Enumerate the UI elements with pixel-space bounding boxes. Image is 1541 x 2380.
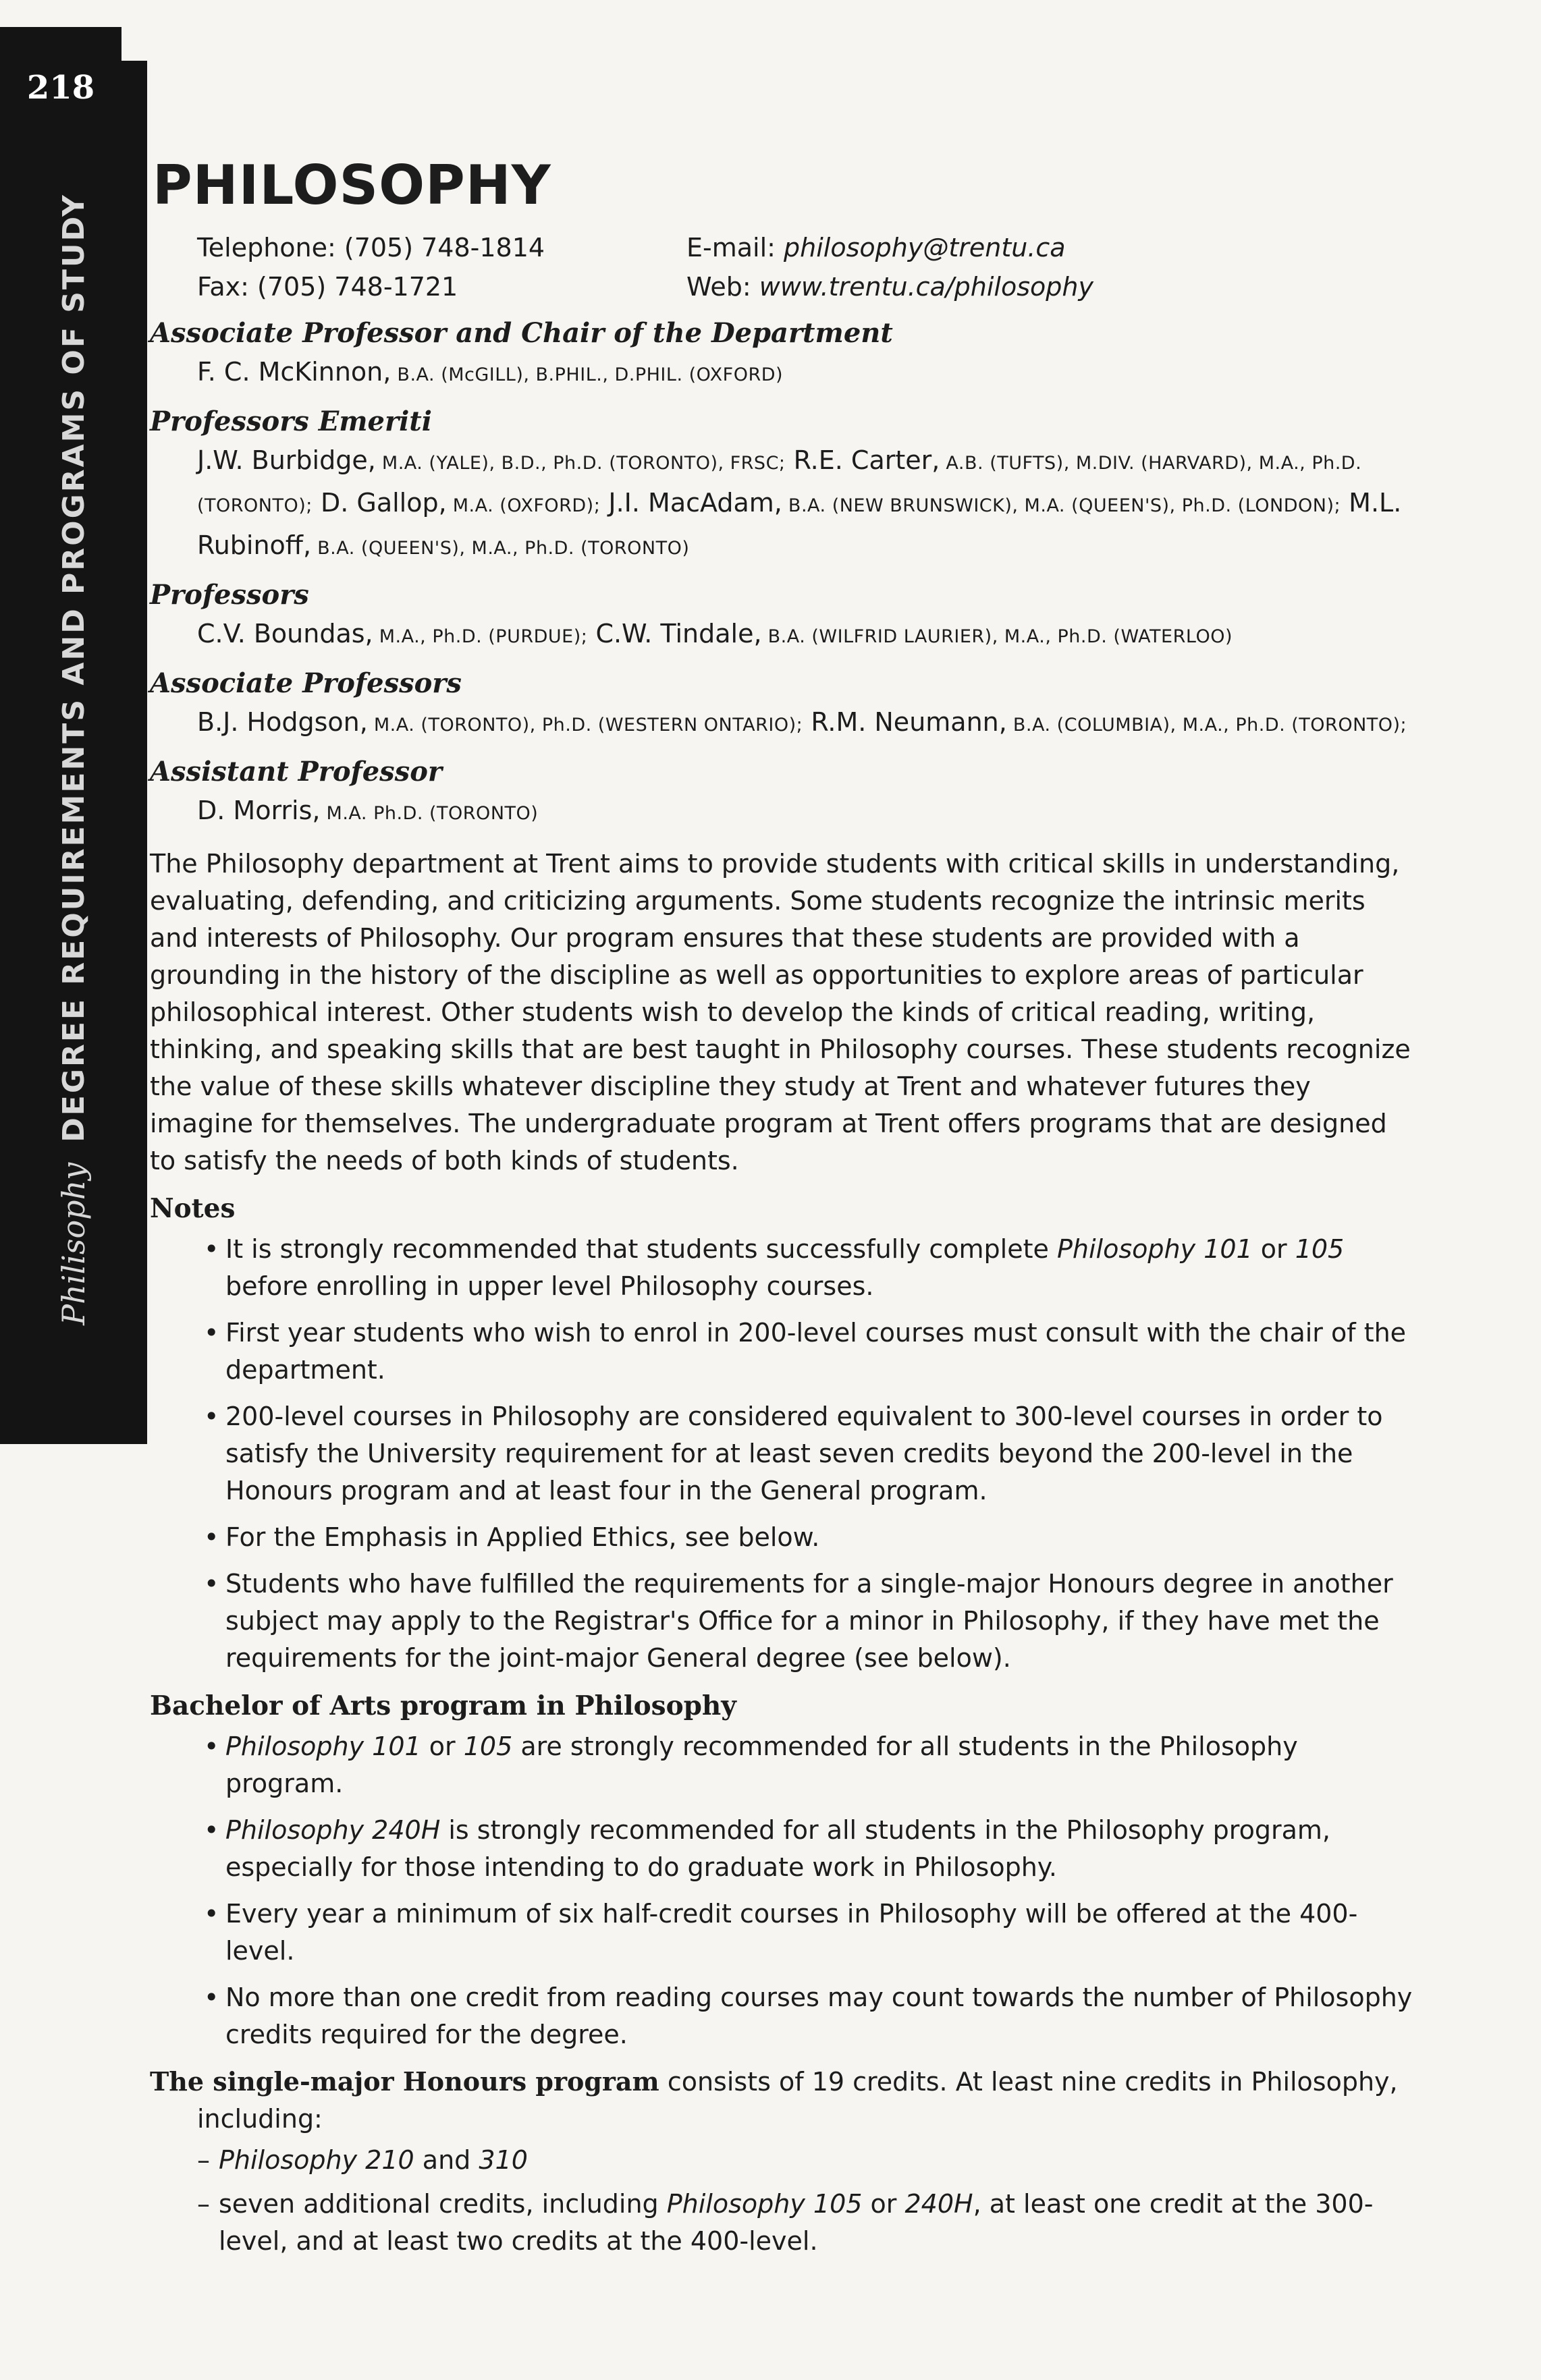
- item-text: It is strongly recommended that students successfully complete: [225, 1234, 1057, 1264]
- web-line: [686, 267, 1361, 306]
- bullet-icon: •: [204, 1732, 219, 1761]
- member-degrees: M.A. (YALE), B.D., Ph.D. (TORONTO), FRSC;: [375, 453, 786, 474]
- member-name: B.J. Hodgson,: [197, 707, 368, 737]
- faculty-members: [197, 791, 1419, 833]
- bullet-icon: •: [204, 1815, 219, 1845]
- member-degrees: A.B. (TUFTS), M.DIV. (HARVARD), M.A., Ph.D. (TORONTO);: [197, 453, 1362, 516]
- bullet-icon: •: [204, 1402, 219, 1431]
- member-name: J.I. MacAdam,: [600, 488, 782, 518]
- faculty-members: [197, 702, 1419, 745]
- item-text: Every year a minimum of six half-credit courses in Philosophy will be offered at the 400-level.: [225, 1899, 1358, 1966]
- item-text: is strongly recommended for all students in the Philosophy program, especially for those intending to do graduate work in Philosophy.: [225, 1815, 1330, 1882]
- item-text: and: [414, 2145, 479, 2175]
- notes-list: [150, 1231, 1419, 1677]
- list-item: [204, 1895, 1419, 1970]
- rank-heading: Associate Professors: [150, 667, 462, 699]
- member-degrees: M.A. (OXFORD);: [446, 495, 601, 516]
- running-head: [30, 121, 117, 1397]
- notes-heading: Notes: [150, 1193, 236, 1224]
- rank-heading: Assistant Professor: [150, 756, 442, 787]
- course-ref: Philosophy 101: [225, 1732, 421, 1761]
- page-title: PHILOSOPHY: [153, 154, 551, 217]
- member-degrees: B.A. (QUEEN'S), M.A., Ph.D. (TORONTO): [311, 538, 690, 559]
- member-degrees: M.A. (TORONTO), Ph.D. (WESTERN ONTARIO);: [367, 715, 803, 736]
- web-link[interactable]: www.trentu.ca/philosophy: [759, 272, 1093, 302]
- telephone: Telephone: (705) 748-1814: [197, 233, 545, 262]
- member-name: R.E. Carter,: [785, 445, 940, 475]
- member-degrees: B.A. (McGILL), B.PHIL., D.PHIL. (OXFORD): [391, 364, 784, 385]
- item-text: No more than one credit from reading courses may count towards the number of Philosophy credits required for the degree.: [225, 1983, 1413, 2049]
- ba-heading: Bachelor of Arts program in Philosophy: [150, 1690, 736, 1721]
- page-number: 218: [0, 27, 121, 148]
- member-degrees: M.A. Ph.D. (TORONTO): [320, 803, 539, 824]
- course-ref: Philosophy 101: [1056, 1234, 1253, 1264]
- dash-icon: –: [197, 2145, 210, 2175]
- item-text: Students who have fulfilled the requirements for a single-major Honours degree in another subject may apply to the Registrar's Office for a minor in Philosophy, if they have met the requirements for the joint-major General degree (see below).: [225, 1569, 1393, 1673]
- member-name: C.W. Tindale,: [587, 619, 762, 648]
- course-ref: Philosophy 210: [219, 2145, 414, 2175]
- bullet-icon: •: [204, 1318, 219, 1348]
- running-head-section: DEGREE REQUIREMENTS AND PROGRAMS OF STUDY: [56, 193, 91, 1142]
- bullet-icon: •: [204, 1899, 219, 1929]
- member-name: C.V. Boundas,: [197, 619, 373, 648]
- member-name: D. Morris,: [197, 796, 321, 825]
- honours-rest: consists of 19 credits. At least nine credits in Philosophy, including:: [197, 2067, 1398, 2134]
- list-item: [204, 1566, 1419, 1677]
- item-text: or: [1252, 1234, 1295, 1264]
- honours-list: [150, 2142, 1419, 2260]
- honours-intro: [150, 2063, 1419, 2138]
- honours-lead: The single-major Honours program: [150, 2066, 659, 2097]
- course-ref: Philosophy 105: [666, 2189, 863, 2219]
- item-text: or: [421, 1732, 464, 1761]
- email-label: E-mail:: [686, 233, 784, 262]
- course-ref: 310: [479, 2145, 528, 2175]
- member-name: R.M. Neumann,: [803, 707, 1007, 737]
- list-item: [204, 1979, 1419, 2053]
- list-item: [204, 1314, 1419, 1389]
- email-line: [686, 228, 1361, 267]
- bullet-icon: •: [204, 1522, 219, 1552]
- page-content: [150, 155, 1419, 2267]
- intro-paragraph: The Philosophy department at Trent aims to provide students with critical skills in understanding, evaluating, defending, and criticizing arguments. Some students recognize the intrinsic merits and interests of Philosophy. Our program ensures that these students are provided with a grounding in the history of the discipline as well as opportunities to explore areas of particular philosophical interest. Other students wish to develop the kinds of critical reading, writing, thinking, and speaking skills that are best taught in Philosophy courses. These students recognize the value of these skills whatever discipline they study at Trent and whatever futures they imagine for themselves. The undergraduate program at Trent offers programs that are designed to satisfy the needs of both kinds of students.: [150, 849, 1411, 1175]
- item-text: before enrolling in upper level Philosophy courses.: [225, 1271, 874, 1301]
- faculty-members: [197, 441, 1419, 568]
- list-item: [197, 2142, 1419, 2179]
- dash-icon: –: [197, 2189, 210, 2219]
- item-text: 200-level courses in Philosophy are considered equivalent to 300-level courses in order to satisfy the University requirement for at least seven credits beyond the 200-level in the Honours program and at least four in the General program.: [225, 1402, 1383, 1505]
- fax: Fax: (705) 748-1721: [197, 272, 458, 302]
- rank-heading: Associate Professor and Chair of the Department: [150, 317, 893, 349]
- ba-list: [150, 1728, 1419, 2053]
- running-head-subject: Philisophy: [55, 1162, 92, 1325]
- bullet-icon: •: [204, 1983, 219, 2012]
- member-degrees: B.A. (NEW BRUNSWICK), M.A. (QUEEN'S), Ph.D. (LONDON);: [782, 495, 1341, 516]
- faculty-members: [197, 352, 1419, 395]
- web-label: Web:: [686, 272, 759, 302]
- member-name: F. C. McKinnon,: [197, 357, 391, 387]
- member-degrees: B.A. (COLUMBIA), M.A., Ph.D. (TORONTO);: [1006, 715, 1407, 736]
- bullet-icon: •: [204, 1234, 219, 1264]
- course-ref: 240H: [904, 2189, 973, 2219]
- member-degrees: B.A. (WILFRID LAURIER), M.A., Ph.D. (WATERLOO): [761, 626, 1233, 647]
- member-name: M.L. Rubinoff,: [197, 488, 1402, 560]
- list-item: [197, 2186, 1419, 2260]
- faculty-members: [197, 614, 1419, 657]
- member-name: D. Gallop,: [312, 488, 447, 518]
- item-text: or: [862, 2189, 905, 2219]
- item-text: seven additional credits, including: [219, 2189, 667, 2219]
- list-item: [204, 1231, 1419, 1305]
- bullet-icon: •: [204, 1569, 219, 1599]
- list-item: [204, 1398, 1419, 1510]
- list-item: [204, 1519, 1419, 1556]
- list-item: [204, 1812, 1419, 1886]
- item-text: , at least one credit at the 300-level, and at least two credits at the 400-level.: [219, 2189, 1374, 2256]
- course-ref: Philosophy 240H: [225, 1815, 441, 1845]
- item-text: For the Emphasis in Applied Ethics, see below.: [225, 1522, 820, 1552]
- course-ref: 105: [463, 1732, 513, 1761]
- item-text: are strongly recommended for all students in the Philosophy program.: [225, 1732, 1298, 1798]
- member-name: J.W. Burbidge,: [197, 445, 376, 475]
- rank-heading: Professors: [150, 579, 309, 611]
- member-degrees: M.A., Ph.D. (PURDUE);: [373, 626, 588, 647]
- email-link[interactable]: philosophy@trentu.ca: [784, 233, 1066, 262]
- item-text: First year students who wish to enrol in 200-level courses must consult with the chair of the department.: [225, 1318, 1407, 1385]
- rank-heading: Professors Emeriti: [150, 406, 432, 437]
- course-ref: 105: [1295, 1234, 1345, 1264]
- contact-block: [197, 228, 1419, 306]
- list-item: [204, 1728, 1419, 1802]
